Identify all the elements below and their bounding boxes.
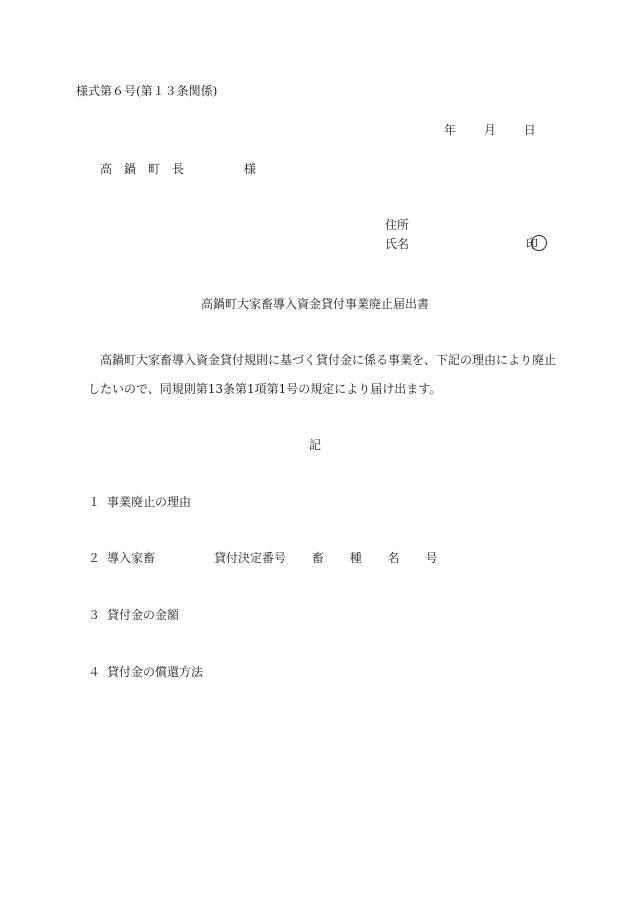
column-chiku: 畜: [311, 551, 324, 565]
document-title: 高鍋町大家畜導入資金貸付事業廃止届出書: [200, 297, 429, 311]
name-label: 氏名: [385, 237, 410, 251]
item-number: ２: [88, 551, 101, 565]
date-line: [444, 124, 536, 136]
item-number: １: [88, 495, 101, 509]
item-label: 導入家畜: [107, 551, 156, 565]
item-repayment: [88, 666, 203, 678]
address-label: 住所: [385, 218, 410, 232]
ki-heading: 記: [308, 438, 321, 452]
livestock-columns: [214, 552, 437, 564]
date-day: 日: [523, 123, 536, 137]
item-label: 貸付金の金額: [107, 608, 180, 622]
addressee: [100, 163, 256, 175]
item-number: ３: [88, 608, 101, 622]
item-number: ４: [88, 665, 101, 679]
item-label: 事業廃止の理由: [107, 495, 192, 509]
column-shu: 種: [349, 551, 362, 565]
seal-mark: [526, 235, 544, 253]
column-loan-decision-number: 貸付決定番号: [214, 551, 287, 565]
form-number: 様式第６号(第１３条関係): [76, 84, 218, 98]
item-livestock: [88, 552, 155, 564]
date-month: 月: [483, 123, 496, 137]
seal-character: 印: [526, 237, 539, 251]
date-year: 年: [444, 123, 457, 137]
column-mei: 名: [387, 551, 400, 565]
item-reason: [88, 496, 191, 508]
addressee-honorific: 様: [243, 162, 256, 176]
body-line-2: したいので、同規則第13条第1項第1号の規定により届け出ます。: [88, 382, 442, 396]
item-amount: [88, 609, 179, 621]
addressee-name: 高 鍋 町 長: [100, 162, 185, 176]
column-go: 号: [425, 551, 438, 565]
seal-circle-icon: [531, 235, 547, 251]
item-label: 貸付金の償還方法: [107, 665, 204, 679]
body-line-1: 高鍋町大家畜導入資金貸付規則に基づく貸付金に係る事業を、下記の理由により廃止: [100, 353, 557, 367]
